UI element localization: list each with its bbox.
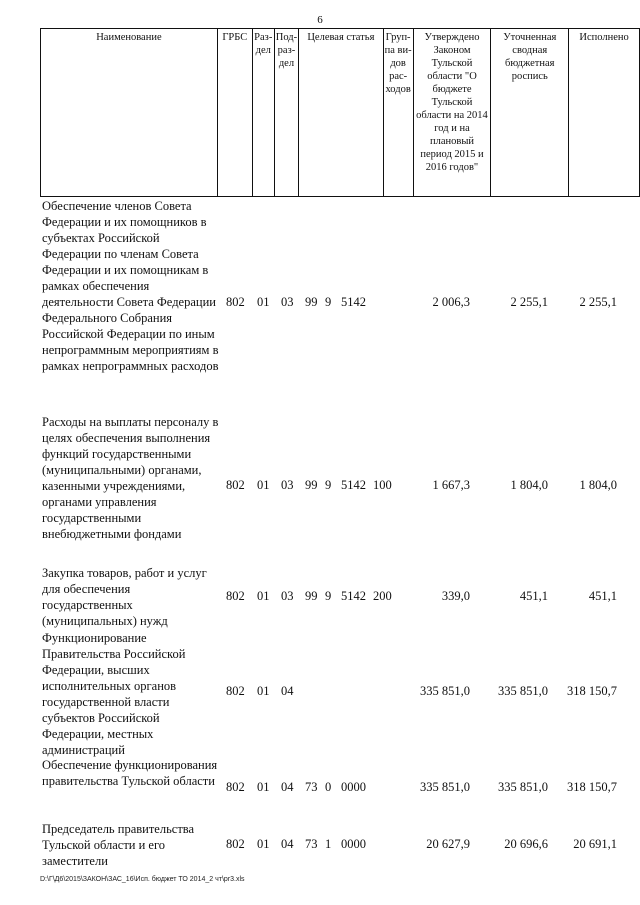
header-vr: Груп-па ви-дов рас-ходов [383, 29, 413, 197]
cell-target-2: 9 [325, 478, 332, 492]
page-number: 6 [317, 14, 323, 26]
cell-target-2: 1 [325, 837, 332, 851]
cell-grbs: 802 [226, 589, 245, 603]
cell-target-1: 99 [305, 589, 318, 603]
row-name: Обеспечение функционирования правительства Тульской области [42, 758, 218, 788]
cell-vr: 100 [373, 478, 392, 492]
cell-podrazdel: 04 [281, 837, 294, 851]
cell-target-2: 9 [325, 589, 332, 603]
row-name: Закупка товаров, работ и услуг для обеспечения государственных (муниципальных) нужд [42, 566, 207, 628]
cell-podrazdel: 04 [281, 684, 294, 698]
cell-done: 318 150,7 [567, 684, 617, 698]
cell-razdel: 01 [257, 295, 270, 309]
cell-razdel: 01 [257, 589, 270, 603]
cell-refined: 335 851,0 [498, 684, 548, 698]
row-name: Расходы на выплаты персоналу в целях обеспечения выполнения функций государственными (муниципальными) органами, казенными учреждениями, органами управления государственными внебюджетными фондами [42, 415, 219, 541]
row-name: Функционирование Правительства Российской Федерации, высших исполнительных органов государственной власти субъектов Российской Федерации, местных администраций [42, 631, 186, 757]
header-done: Исполнено [569, 29, 640, 197]
cell-grbs: 802 [226, 837, 245, 851]
cell-podrazdel: 03 [281, 589, 294, 603]
header-razdel: Раз-дел [252, 29, 274, 197]
cell-target-3: 0000 [341, 780, 366, 794]
header-refined: Уточненная сводная бюджетная роспись [491, 29, 569, 197]
cell-podrazdel: 03 [281, 478, 294, 492]
cell-approved: 335 851,0 [420, 780, 470, 794]
file-path-footer: D:\Г\Д6\2015\ЗАКОН\ЗАС_16\Исп. бюджет ТО 2014_2 чт\pr3.xls [40, 876, 245, 883]
cell-done: 20 691,1 [573, 837, 617, 851]
row-name: Председатель правительства Тульской области и его заместители [42, 822, 195, 868]
cell-done: 318 150,7 [567, 780, 617, 794]
cell-target-3: 5142 [341, 589, 366, 603]
cell-target-2: 9 [325, 295, 332, 309]
cell-podrazdel: 04 [281, 780, 294, 794]
table-header [40, 28, 640, 197]
cell-razdel: 01 [257, 837, 270, 851]
cell-refined: 1 804,0 [510, 478, 548, 492]
cell-target-3: 5142 [341, 478, 366, 492]
cell-vr: 200 [373, 589, 392, 603]
header-name: Наименование [41, 29, 218, 197]
cell-target-1: 99 [305, 295, 318, 309]
cell-approved: 20 627,9 [426, 837, 470, 851]
cell-razdel: 01 [257, 780, 270, 794]
cell-target-1: 73 [305, 780, 318, 794]
cell-approved: 1 667,3 [432, 478, 470, 492]
cell-podrazdel: 03 [281, 295, 294, 309]
cell-done: 1 804,0 [579, 478, 617, 492]
cell-target-2: 0 [325, 780, 332, 794]
cell-approved: 335 851,0 [420, 684, 470, 698]
header-approved: Утверждено Законом Тульской области "О бюджете Тульской области на 2014 год и на плановый период 2015 и 2016 годов" [413, 29, 491, 197]
cell-refined: 20 696,6 [504, 837, 548, 851]
cell-grbs: 802 [226, 478, 245, 492]
cell-done: 2 255,1 [579, 295, 617, 309]
header-grbs: ГРБС [217, 29, 252, 197]
cell-refined: 335 851,0 [498, 780, 548, 794]
cell-target-3: 5142 [341, 295, 366, 309]
cell-target-1: 73 [305, 837, 318, 851]
cell-razdel: 01 [257, 478, 270, 492]
cell-refined: 2 255,1 [510, 295, 548, 309]
cell-target-1: 99 [305, 478, 318, 492]
cell-target-3: 0000 [341, 837, 366, 851]
cell-approved: 2 006,3 [432, 295, 470, 309]
cell-grbs: 802 [226, 684, 245, 698]
cell-approved: 339,0 [441, 589, 470, 603]
cell-grbs: 802 [226, 780, 245, 794]
cell-razdel: 01 [257, 684, 270, 698]
header-target: Целевая статья [299, 29, 384, 197]
row-name: Обеспечение членов Совета Федерации и их помощников в субъектах Российской Федерации по членам Совета Федерации и их помощникам в рамках обеспечения деятельности Совета Федерации Федерального Собрания Российской Федерации по иным непрограммным мероприятиям в рамках непрограммных расходов [42, 199, 219, 373]
cell-grbs: 802 [226, 295, 245, 309]
header-podrazdel: Под-раз-дел [274, 29, 298, 197]
cell-done: 451,1 [588, 589, 617, 603]
cell-refined: 451,1 [519, 589, 548, 603]
